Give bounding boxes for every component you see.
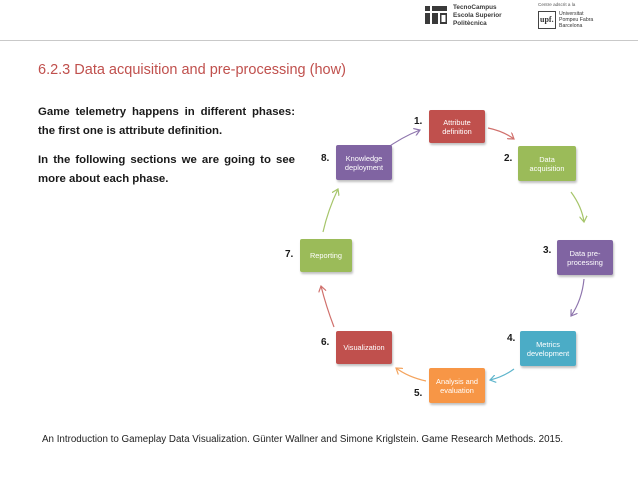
cycle-step-data-preprocessing <box>557 240 613 275</box>
body-paragraph: Game telemetry happens in different phases: the first one is attribute definition. <box>38 106 295 137</box>
upf-line: Pompeu Fabra <box>559 17 594 23</box>
cycle-step-metrics-development <box>520 331 576 366</box>
cycle-step-number: 6. <box>321 337 330 348</box>
cycle-step-label: Visualization <box>343 343 385 352</box>
tecnocampus-line: TecnoCampus <box>453 4 497 11</box>
cycle-step-label: Reporting <box>309 251 343 260</box>
arrow-4-to-5 <box>490 369 514 380</box>
arrow-1-to-2 <box>488 128 514 139</box>
body-paragraph: In the following sections we are going to see more about each phase. <box>38 154 295 185</box>
cycle-step-label: Metrics development <box>526 339 570 358</box>
slide-title: 6.2.3 Data acquisition and pre-processing (how) <box>38 62 346 78</box>
cycle-step-visualization <box>336 331 392 364</box>
cycle-step-number: 4. <box>507 333 516 344</box>
cycle-step-number: 5. <box>414 388 423 399</box>
cycle-step-attribute-definition <box>429 110 485 143</box>
cycle-step-label: Data acquisition <box>529 154 565 173</box>
cycle-step-number: 3. <box>543 245 552 256</box>
cycle-step-number: 7. <box>285 249 294 260</box>
upf-caption: Centre adscrit a la <box>538 2 576 7</box>
tecnocampus-line: Escola Superior <box>453 12 502 19</box>
cycle-step-analysis-and-evaluation <box>429 368 485 403</box>
arrow-2-to-3 <box>571 192 584 222</box>
cycle-step-label: Data pre-processing <box>567 248 603 267</box>
cycle-step-data-acquisition <box>518 146 576 181</box>
upf-line: Barcelona <box>559 23 583 29</box>
cycle-step-reporting <box>300 239 352 272</box>
cycle-step-number: 1. <box>414 116 423 127</box>
upf-line: Universitat <box>559 11 584 17</box>
cycle-step-label: Attribute definition <box>442 117 472 136</box>
cycle-step-knowledge-deployment <box>336 145 392 180</box>
arrow-3-to-4 <box>571 279 584 316</box>
arrow-5-to-6 <box>396 368 426 381</box>
arrow-7-to-8 <box>323 189 338 232</box>
tecnocampus-line: Politècnica <box>453 20 487 27</box>
cycle-step-number: 2. <box>504 153 513 164</box>
source-citation: An Introduction to Gameplay Data Visualization. Günter Wallner and Simone Kriglstein. Game Research Methods. 2015. <box>42 434 564 445</box>
arrow-6-to-7 <box>321 286 334 327</box>
cycle-step-label: Knowledge deployment <box>344 153 384 172</box>
cycle-step-number: 8. <box>321 153 330 164</box>
upf-mark: upf. <box>540 15 554 24</box>
cycle-step-label: Analysis and evaluation <box>436 376 478 395</box>
